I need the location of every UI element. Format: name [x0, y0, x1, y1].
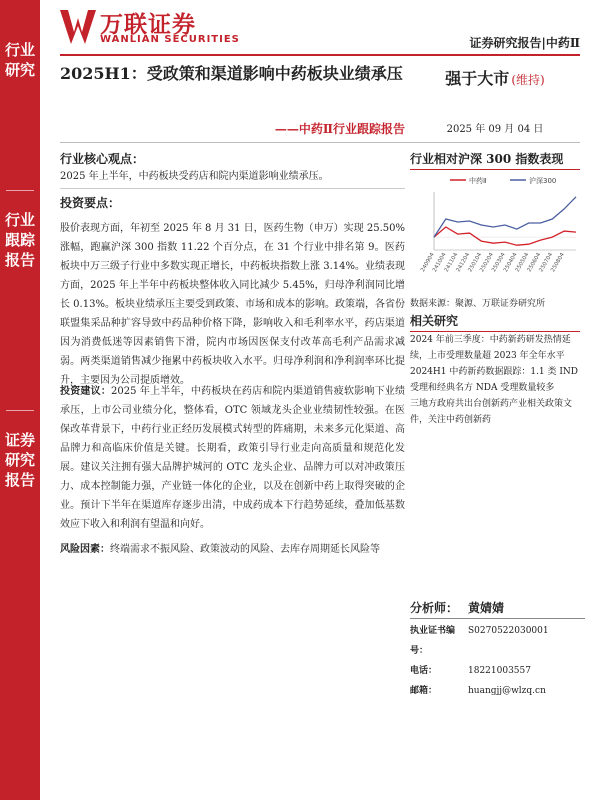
phone-label: 电话：: [410, 666, 438, 676]
email-address: huangjj@wlzq.cn: [468, 686, 546, 696]
company-logo: [60, 6, 240, 50]
risk-text: 终端需求不振风险、政策波动的风险、去库存周期延长风险等: [110, 544, 380, 555]
related-item: 三地方政府共出台创新药产业相关政策文件，关注中药创新药: [410, 399, 573, 425]
x-tick-label: 241004: [431, 252, 448, 274]
report-subtitle: ——中药Ⅱ行业跟踪报告: [274, 122, 405, 136]
key-points-paragraph: 股价表现方面，年初至 2025 年 8 月 31 日，医药生物（申万）实现 25.50%涨幅，跑赢沪深 300 指数 11.22 个百分点，在 31 个行业中排名第 9。医药板块中万三级子行业中多数实现正增长，中药板块指数上涨 3.14%。业绩表现方面，2025 年上半年中药板块整体收入同比减少 5.45%，归母净利润同比增长 0.13%。板块业绩承压主要受到政策、市场和成本的影响。政策端，各省份联盟集采品种扩容导致中药品种价格下降，影响收入和毛利率水平，药店渠道因为消费低迷等因素销售下滑，院内市场因医保支付改革高毛利产品需求减弱。两类渠道销售减少拖累中药板块收入水平。归母净利润和净利润率环比提升，主要因为公司提质增效。: [60, 223, 405, 386]
header-separator: |: [541, 36, 546, 50]
x-tick-label: 250404: [502, 252, 519, 274]
sidebar-label-tracking-report: 行业跟踪报告: [4, 211, 35, 269]
chart-title: 行业相对沪深 300 指数表现: [410, 150, 580, 170]
section-divider: [60, 188, 405, 189]
brand-name-cn: 万联证券: [100, 12, 196, 38]
series-line: [434, 227, 576, 245]
key-points-section: [60, 194, 405, 390]
analyst-block: [410, 598, 585, 701]
x-tick-label: 250604: [526, 252, 543, 274]
x-tick-label: 250304: [491, 252, 507, 274]
series-line: [434, 197, 576, 237]
report-date: 2025 年 09 月 04 日: [446, 124, 544, 135]
cert-number: S0270522030001: [468, 626, 549, 636]
key-points-heading: 投资要点：: [60, 196, 121, 210]
legend-label: 中药Ⅱ: [469, 177, 487, 185]
report-title: 2025H1：受政策和渠道影响中药板块业绩承压: [60, 64, 403, 83]
suggestion-section: [60, 382, 405, 534]
core-view-text: 2025 年上半年，中药板块受药店和院内渠道影响业绩承压。: [60, 171, 329, 182]
x-tick-label: 250104: [467, 252, 484, 274]
email-label: 邮箱：: [410, 686, 438, 696]
logo-mark-icon: [60, 6, 96, 46]
core-view-heading: 行业核心观点：: [60, 152, 145, 166]
rating-block: [410, 66, 580, 89]
core-view-section: [60, 150, 405, 186]
related-research-heading: 相关研究: [410, 312, 580, 332]
x-tick-label: 250204: [479, 252, 495, 274]
suggestion-text: 2025 年上半年，中药板块在药店和院内渠道销售疲软影响下业绩承压，上市公司业绩分化，整体看，OTC 领域龙头企业业绩韧性较强。在医保改革背景下，中药行业正经历发展模式转型的阵痛期，未来多元化渠道、高品牌力和高临床价值是关键。长期看，政策引导行业走向高质量和规范化发展。建议关注拥有强大品牌护城河的 OTC 龙头企业、品牌力可以对冲政策压力、成本控制能力强，产业链一体化的企业，以及在创新中药上取得突破的企业。预计下半年在渠道库存逐步出清，中成药成本下行趋势延续，叠加低基数效应下收入和利润有望温和向好。: [60, 386, 405, 530]
header-report-type: [469, 34, 580, 51]
relative-performance-chart: [410, 170, 580, 290]
x-tick-label: 241204: [455, 252, 472, 274]
cert-label: 执业证书编号：: [410, 626, 456, 656]
risk-section: [60, 540, 405, 559]
phone-number: 18221003557: [468, 666, 531, 676]
sidebar-divider: [6, 410, 34, 411]
header-divider: [60, 54, 580, 56]
x-tick-label: 250804: [550, 252, 566, 274]
rating-note: (维持): [511, 73, 545, 87]
related-item: 2024H1 中药新药数据跟踪：1.1 类 IND 受理和经典名方 NDA 受理数量较多: [410, 367, 579, 393]
report-type-label: 证券研究报告: [469, 36, 542, 50]
brand-name-en: WANLIAN SECURITIES: [100, 34, 240, 45]
related-research-section: [410, 312, 580, 428]
legend-label: 沪深300: [529, 177, 557, 185]
x-tick-label: 250504: [514, 252, 531, 274]
x-tick-label: 240904: [420, 252, 436, 274]
title-divider: [60, 142, 580, 143]
rating-value: 强于大市: [445, 69, 510, 88]
chart-source: 数据来源：聚源、万联证券研究所: [410, 299, 546, 309]
sidebar-divider: [6, 190, 34, 191]
sidebar: [0, 0, 40, 800]
analyst-name: 黄婧婧: [468, 601, 505, 615]
analyst-role-label: 分析师：: [410, 601, 459, 615]
x-tick-label: 241104: [443, 252, 460, 274]
risk-label: 风险因素：: [60, 544, 110, 555]
report-category-label: 中药Ⅱ: [545, 36, 580, 50]
sidebar-label-securities-report: 证券研究报告: [4, 431, 35, 489]
suggestion-label: 投资建议：: [60, 386, 112, 397]
x-tick-label: 250704: [538, 252, 555, 274]
chart-section: [410, 150, 580, 312]
sidebar-label-industry-research: 行业研究: [4, 41, 35, 79]
related-item: 2024 年前三季度：中药新药研发热情延续，上市受理数量超 2023 年全年水平: [410, 335, 571, 361]
